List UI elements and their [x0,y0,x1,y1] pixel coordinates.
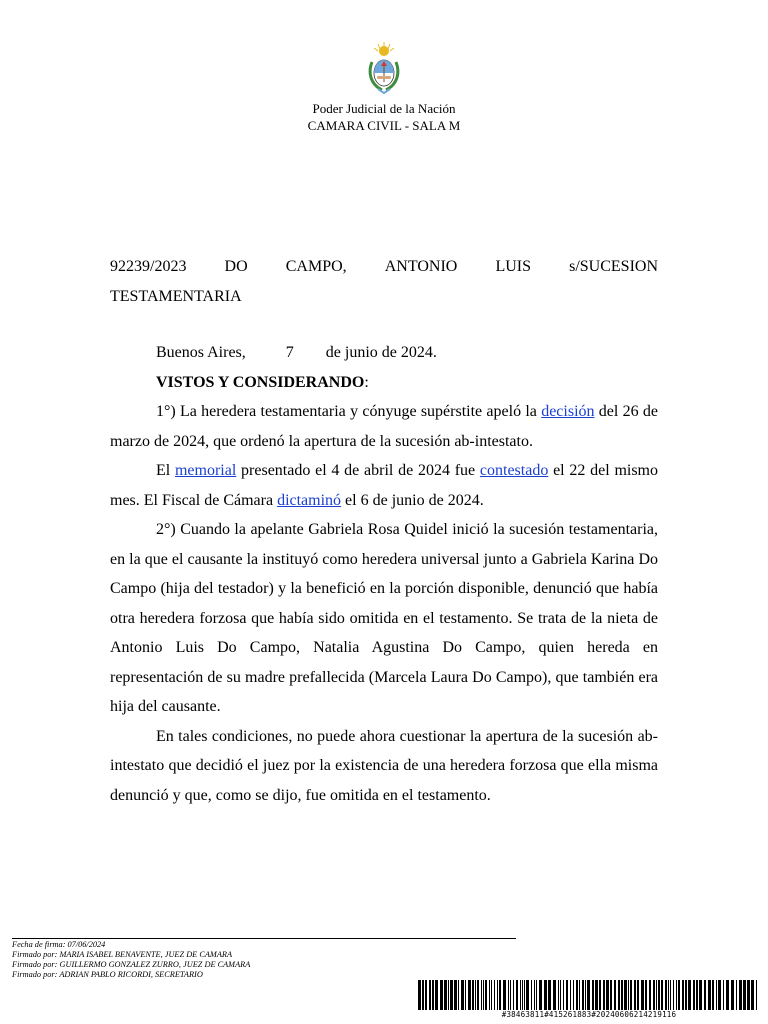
barcode-bar [696,980,698,1010]
barcode-bar [553,980,556,1010]
signer-2: Firmado por: GUILLERMO GONZALEZ ZURRO, JUEZ DE CAMARA [12,960,251,969]
barcode-bar [637,980,639,1010]
barcode-bar [448,980,449,1010]
barcode-bar [558,980,559,1010]
contestado-link[interactable]: contestado [479,462,549,479]
barcode-bar [716,980,717,1010]
barcode-icon [418,980,760,1010]
barcode-bar [726,980,729,1010]
barcode-bar [653,980,655,1010]
barcode-bar [641,980,644,1010]
barcode-bar [685,980,687,1010]
barcode-bar [494,980,495,1010]
barcode-bar [472,980,474,1010]
barcode-bar [673,980,674,1010]
decision-link[interactable]: decisión [541,403,595,420]
p2-text-b: presentado el 4 de abril de 2024 fue [236,462,480,479]
date-line: Buenos Aires, 7 de junio de 2024. [156,344,437,361]
barcode-bar [656,980,657,1010]
barcode-bar [624,980,627,1010]
barcode-bar [418,980,421,1010]
barcode-bar [592,980,594,1010]
barcode-bar [634,980,636,1010]
barcode-bar [422,980,424,1010]
caption-word: CAMPO, [285,258,347,275]
caption-word: DO [224,258,248,275]
barcode-bar [756,980,757,1010]
barcode-bar [483,980,484,1010]
barcode-bar [668,980,669,1010]
paragraph-1 [110,397,658,456]
p2-text-a: El [156,462,175,479]
barcode-bar [618,980,620,1010]
signature-date: Fecha de firma: 07/06/2024 [12,940,106,949]
barcode-bar [454,980,457,1010]
barcode-number: #38463811#415261883#20240606214219116 [501,1010,677,1019]
barcode-bar [610,980,612,1010]
paragraph-4: En tales condiciones, no puede ahora cuestionar la apertura de la sucesión ab-intestato que decidió el juez por la existencia de una heredera forzosa que ella misma denunció y que, como se dijo, fue omitida en el testamento. [110,727,658,804]
barcode-bar [751,980,754,1010]
barcode-bar [432,980,434,1010]
barcode-bar [661,980,663,1010]
barcode-bar [621,980,623,1010]
barcode-bar [603,980,605,1010]
barcode-bar [435,980,438,1010]
p2-text-d: el 6 de junio de 2024. [341,491,484,509]
barcode-bar [522,980,523,1010]
barcode-bar [658,980,660,1010]
barcode-bar [539,980,542,1010]
barcode-bar [477,980,479,1010]
barcode-bar [718,980,721,1010]
barcode-bar [534,980,535,1010]
barcode-bar [704,980,706,1010]
barcode-bar [513,980,514,1010]
barcode-bar [649,980,651,1010]
document-body [110,338,658,810]
barcode-bar [516,980,518,1010]
barcode-bar [576,980,578,1010]
barcode-bar [444,980,447,1010]
barcode-bar [497,980,498,1010]
case-type: TESTAMENTARIA [110,288,242,305]
institution-name: Poder Judicial de la Nación [312,101,456,116]
barcode-bar [465,980,466,1010]
barcode-bar [582,980,584,1010]
barcode-bar [731,980,734,1010]
document-header [0,40,768,134]
paragraph-3: 2°) Cuando la apelante Gabriela Rosa Quidel inició la sucesión testamentaria, en la que el causante la instituyó como heredera universal junto a Gabriela Karina Do Campo (hija del testador) y la benefició en la porción disponible, denunció que había otra heredera forzosa que había sido omitida en el testamento. Se trata de la nieta de Antonio Luis Do Campo, Natalia Agustina Do Campo, quien hereda en representación de su madre prefallecida (Marcela Laura Do Campo), que también era hija del causante. [110,521,658,715]
barcode-bar [536,980,537,1010]
barcode-bar [614,980,616,1010]
barcode-bar [475,980,476,1010]
barcode-bar [566,980,568,1010]
barcode-bar [481,980,482,1010]
barcode-bar [508,980,509,1010]
section-heading [156,368,658,398]
barcode-bar [440,980,443,1010]
barcode-bar [570,980,571,1010]
barcode-bar [526,980,529,1010]
barcode-bar [468,980,471,1010]
barcode-bar [485,980,487,1010]
section-heading-text: VISTOS Y CONSIDERANDO [156,373,365,391]
caption-word: s/SUCESION [569,258,658,275]
barcode-bar [688,980,691,1010]
barcode-bar [678,980,680,1010]
barcode-bar [587,980,590,1010]
barcode-bar [670,980,671,1010]
barcode-bar [461,980,464,1010]
barcode-bar [458,980,459,1010]
paragraph-2 [110,456,658,515]
barcode-bar [699,980,702,1010]
barcode-bar [450,980,453,1010]
caption-word: ANTONIO [384,258,458,275]
barcode-bar [743,980,746,1010]
p1-text-a: 1°) La heredera testamentaria y cónyuge supérstite apeló la [156,403,542,420]
signer-1: Firmado por: MARIA ISABEL BENAVENTE, JUEZ DE CAMARA [12,950,233,959]
barcode-bar [712,980,714,1010]
p1-text-b: del 26 de marzo de 2024, que ordenó la apertura de la sucesión ab-intestato. [110,403,659,450]
barcode-bar [736,980,737,1010]
barcode-bar [682,980,684,1010]
dictamino-link[interactable]: dictaminó [277,491,342,509]
barcode-bar [544,980,547,1010]
barcode-bar [560,980,561,1010]
barcode-bar [708,980,711,1010]
memorial-link[interactable]: memorial [174,462,237,479]
barcode-bar [665,980,667,1010]
barcode-bar [628,980,629,1010]
barcode-bar [676,980,677,1010]
signature-divider [12,938,516,939]
caption-word: LUIS [495,258,531,275]
barcode-bar [524,980,525,1010]
barcode-bar [739,980,742,1010]
barcode-bar [429,980,431,1010]
argentina-coat-of-arms-icon [364,40,404,96]
barcode-bar [510,980,511,1010]
barcode-bar [599,980,601,1010]
case-number: 92239/2023 [110,258,187,275]
barcode-bar [630,980,632,1010]
heading-colon: : [364,373,369,391]
barcode-bar [573,980,574,1010]
case-caption [110,252,658,312]
barcode-bar [585,980,586,1010]
barcode-bar [520,980,521,1010]
barcode-bar [491,980,492,1010]
signature-block [12,940,250,980]
barcode-bar [723,980,724,1010]
barcode-bar [489,980,490,1010]
barcode-bar [693,980,695,1010]
p2-text-c: el 22 del mismo mes. El Fiscal de Cámara [110,462,659,509]
barcode-bar [548,980,551,1010]
barcode-bar [425,980,427,1010]
barcode-bar [531,980,532,1010]
barcode-bar [563,980,564,1010]
barcode-bar [747,980,750,1010]
signer-3: Firmado por: ADRIAN PABLO RICORDI, SECRETARIO [12,970,203,979]
barcode-bar [503,980,506,1010]
barcode-bar [595,980,598,1010]
barcode-bar [499,980,501,1010]
barcode-bar [579,980,580,1010]
court-name: CAMARA CIVIL - SALA M [307,118,461,133]
barcode-bar [645,980,647,1010]
barcode-bar [606,980,609,1010]
